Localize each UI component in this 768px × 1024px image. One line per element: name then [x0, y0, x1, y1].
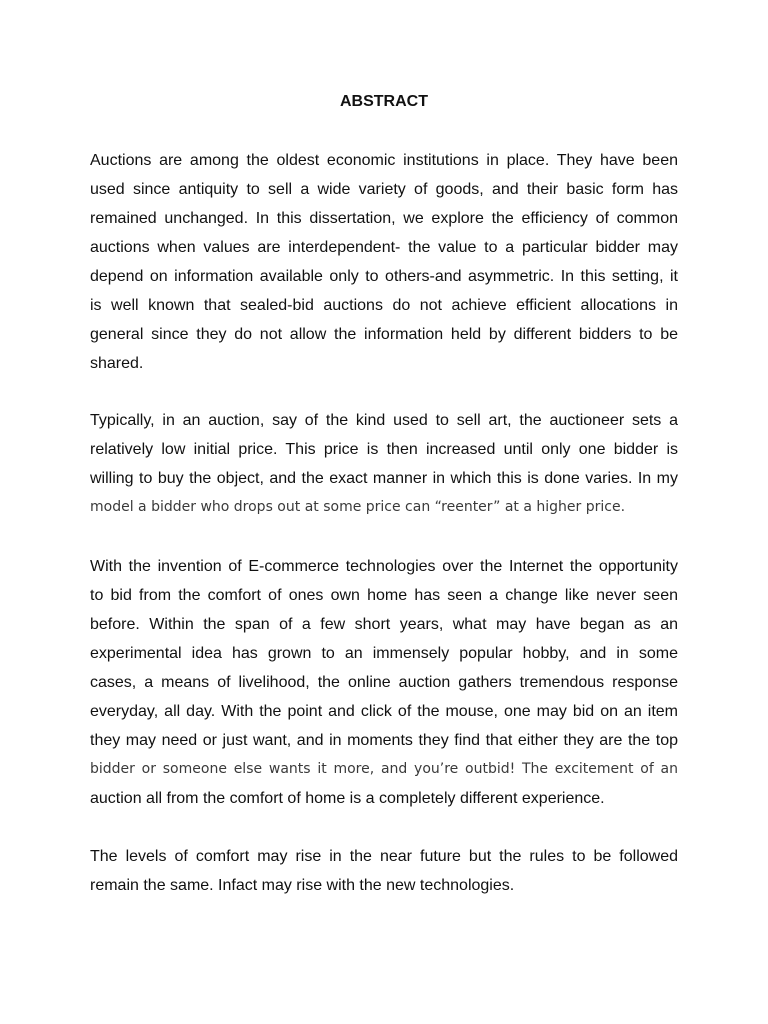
- paragraph-1: [90, 146, 678, 378]
- text-line: shared.: [90, 355, 144, 372]
- text-line: before. Within the span of a few short years, what may have began as an: [90, 616, 678, 633]
- text-line: used since antiquity to sell a wide variety of goods, and their basic form has: [90, 181, 678, 198]
- text-line: depend on information available only to others-and asymmetric. In this setting, it: [90, 268, 678, 285]
- text-line: general since they do not allow the information held by different bidders to be: [90, 326, 678, 343]
- text-line: relatively low initial price. This price is then increased until only one bidder is: [90, 441, 678, 458]
- text-line: everyday, all day. With the point and click of the mouse, one may bid on an item: [90, 703, 678, 720]
- paragraph-3: [90, 552, 678, 813]
- text-line: With the invention of E-commerce technologies over the Internet the opportunity: [90, 558, 678, 575]
- text-line: to bid from the comfort of ones own home has seen a change like never seen: [90, 587, 678, 604]
- abstract-title: ABSTRACT: [340, 93, 428, 110]
- text-line: cases, a means of livelihood, the online auction gathers tremendous response: [90, 674, 678, 691]
- text-line: they may need or just want, and in moments they find that either they are the top: [90, 732, 678, 749]
- text-line: willing to buy the object, and the exact manner in which this is done varies. In my: [90, 470, 678, 487]
- paragraph-2: [90, 406, 678, 522]
- text-line: Auctions are among the oldest economic institutions in place. They have been: [90, 152, 678, 169]
- text-line: The levels of comfort may rise in the near future but the rules to be followed: [90, 848, 678, 865]
- text-line: is well known that sealed-bid auctions do not achieve efficient allocations in: [90, 297, 678, 314]
- text-line: auctions when values are interdependent- the value to a particular bidder may: [90, 239, 678, 256]
- text-line: bidder or someone else wants it more, and you’re outbid! The excitement of an: [90, 761, 678, 777]
- paragraph-4: [90, 842, 678, 900]
- text-line: auction all from the comfort of home is a completely different experience.: [90, 790, 605, 807]
- text-line: remain the same. Infact may rise with the new technologies.: [90, 877, 515, 894]
- text-line: Typically, in an auction, say of the kind used to sell art, the auctioneer sets a: [90, 412, 678, 429]
- text-line: model a bidder who drops out at some price can “reenter” at a higher price.: [90, 499, 626, 515]
- text-line: remained unchanged. In this dissertation, we explore the efficiency of common: [90, 210, 678, 227]
- text-line: experimental idea has grown to an immensely popular hobby, and in some: [90, 645, 678, 662]
